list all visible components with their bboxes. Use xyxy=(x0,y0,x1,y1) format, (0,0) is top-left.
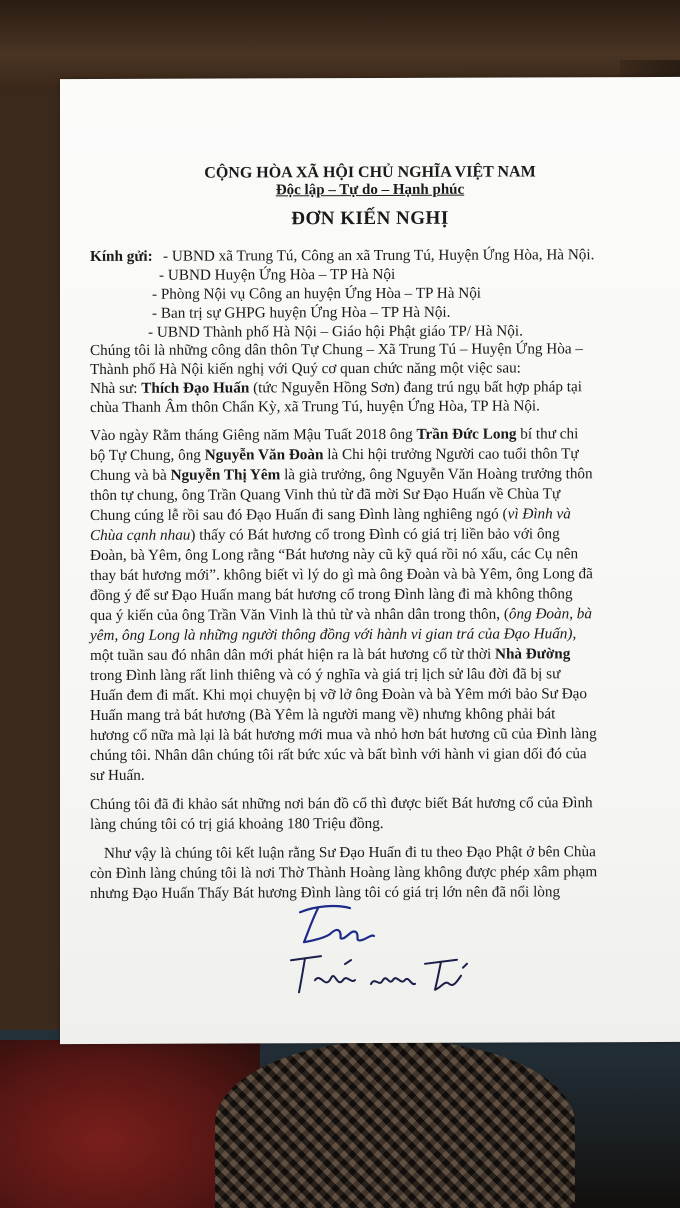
body-line: làng chúng tôi có trị giá khoảng 180 Triệu đồng. xyxy=(90,814,384,833)
body-line: một tuần sau đó nhân dân mới phát hiện ra là bát hương cổ từ thời Nhà Đường xyxy=(90,645,571,664)
body-line: Vào ngày Rằm tháng Giêng năm Mậu Tuất 2018 ông Trần Đức Long bí thư chi xyxy=(90,425,579,444)
body-line: Đoàn, bà Yêm, ông Long rằng “Bát hương này cũ kỹ quá rồi nó xấu, các Cụ nên xyxy=(90,545,579,564)
body-line: yêm, ông Long là những người thông đồng với hành vi gian trá của Đạo Huấn), xyxy=(90,625,577,644)
recipient-line: - UBND xã Trung Tú, Công an xã Trung Tú, Huyện Ứng Hòa, Hà Nội. xyxy=(163,246,595,265)
body-line: trong Đình làng rất linh thiêng và có ý nghĩa và giá trị lịch sử lâu đời đã bị sư xyxy=(90,665,561,684)
body-line: chúng tôi. Nhân dân chúng tôi rất bức xúc và bất bình với hành vi gian dối đó của xyxy=(90,745,587,764)
signature-initials xyxy=(290,898,380,950)
body-line: nhưng Đạo Huấn Thấy Bát hương Đình làng tôi có giá trị lớn nên đã nổi lòng xyxy=(90,883,561,902)
body-line: Chung cúng lễ rồi sau đó Đạo Huấn đi sang Đình làng nghiêng ngó (vì Đình và xyxy=(90,505,571,524)
body-line: sư Huấn. xyxy=(90,766,145,784)
body-line: Như vậy là chúng tôi kết luận rằng Sư Đạo Huấn đi tu theo Đạo Phật ở bên Chùa xyxy=(104,843,596,862)
intro-line: chùa Thanh Âm thôn Chẩn Kỳ, xã Trung Tú, huyện Ứng Hòa, TP Hà Nội. xyxy=(90,397,540,416)
recipient-line: - Ban trị sự GHPG huyện Ứng Hòa – TP Hà Nội. xyxy=(152,303,451,322)
woven-stool xyxy=(215,1040,575,1208)
body-line: bộ Tự Chung, ông Nguyễn Văn Đoàn là Chi hội trưởng Người cao tuổi thôn Tự xyxy=(90,445,579,464)
body-line: còn Đình làng chúng tôi là nơi Thờ Thành Hoàng làng không được phép xâm phạm xyxy=(90,863,598,882)
body-line: Huấn mang trả bát hương (Bà Yêm là người mang về) nhưng không phải bát xyxy=(90,705,556,724)
document-title: ĐƠN KIẾN NGHỊ xyxy=(291,207,449,230)
recipient-line: - UBND Huyện Ứng Hòa – TP Hà Nội xyxy=(159,265,396,284)
national-header: CỘNG HÒA XÃ HỘI CHỦ NGHĨA VIỆT NAM xyxy=(204,163,536,182)
body-line: hương cổ nữa mà lại là bát hương mới mua và nhỏ hơn bát hương cũ của Đình làng xyxy=(90,725,597,744)
recipients-label: Kính gửi: xyxy=(90,247,153,265)
body-line: đồng ý để sư Đạo Huấn mang bát hương cổ trong Đình làng đi mà không thông xyxy=(90,585,573,604)
body-line: thôn tự chung, ông Trần Quang Vinh thủ từ đã mời Sư Đạo Huấn về Chùa Tự xyxy=(90,485,561,504)
national-motto: Độc lập – Tự do – Hạnh phúc xyxy=(275,181,465,199)
body-line: Chung và bà Nguyễn Thị Yêm là già trưởng, ông Nguyễn Văn Hoàng trưởng thôn xyxy=(90,465,593,484)
intro-line: Nhà sư: Thích Đạo Huấn (tức Nguyễn Hồng Sơn) đang trú ngụ bất hợp pháp tại xyxy=(90,378,582,397)
recipient-line: - UBND Thành phố Hà Nội – Giáo hội Phật giáo TP/ Hà Nội. xyxy=(148,322,523,341)
intro-line: Chúng tôi là những công dân thôn Tự Chung – Xã Trung Tú – Huyện Ứng Hòa – xyxy=(90,340,583,359)
body-line: thay bát hương mới”. không biết vì lý do gì mà ông Đoàn và bà Yêm, ông Long đã xyxy=(90,565,593,584)
intro-line: Thành phố Hà Nội kiến nghị với Quý cơ quan chức năng một việc sau: xyxy=(90,359,521,378)
signature-name xyxy=(285,950,475,1001)
recipient-line: - Phòng Nội vụ Công an huyện Ứng Hòa – TP Hà Nội xyxy=(152,284,482,303)
body-line: Huấn đem đi mất. Khi mọi chuyện bị vỡ lở ông Đoàn và bà Yêm mới bảo Sư Đạo xyxy=(90,685,588,704)
body-line: Chùa cạnh nhau) thấy có Bát hương cổ trong Đình có giá trị liền bảo với ông xyxy=(90,525,560,544)
petition-document xyxy=(60,77,680,1044)
body-line: qua ý kiến của ông Trần Văn Vinh là thủ từ và nhân dân trong thôn, (ông Đoàn, bà xyxy=(90,605,592,624)
body-line: Chúng tôi đã đi khảo sát những nơi bán đồ cổ thì được biết Bát hương cổ của Đình xyxy=(90,794,593,813)
